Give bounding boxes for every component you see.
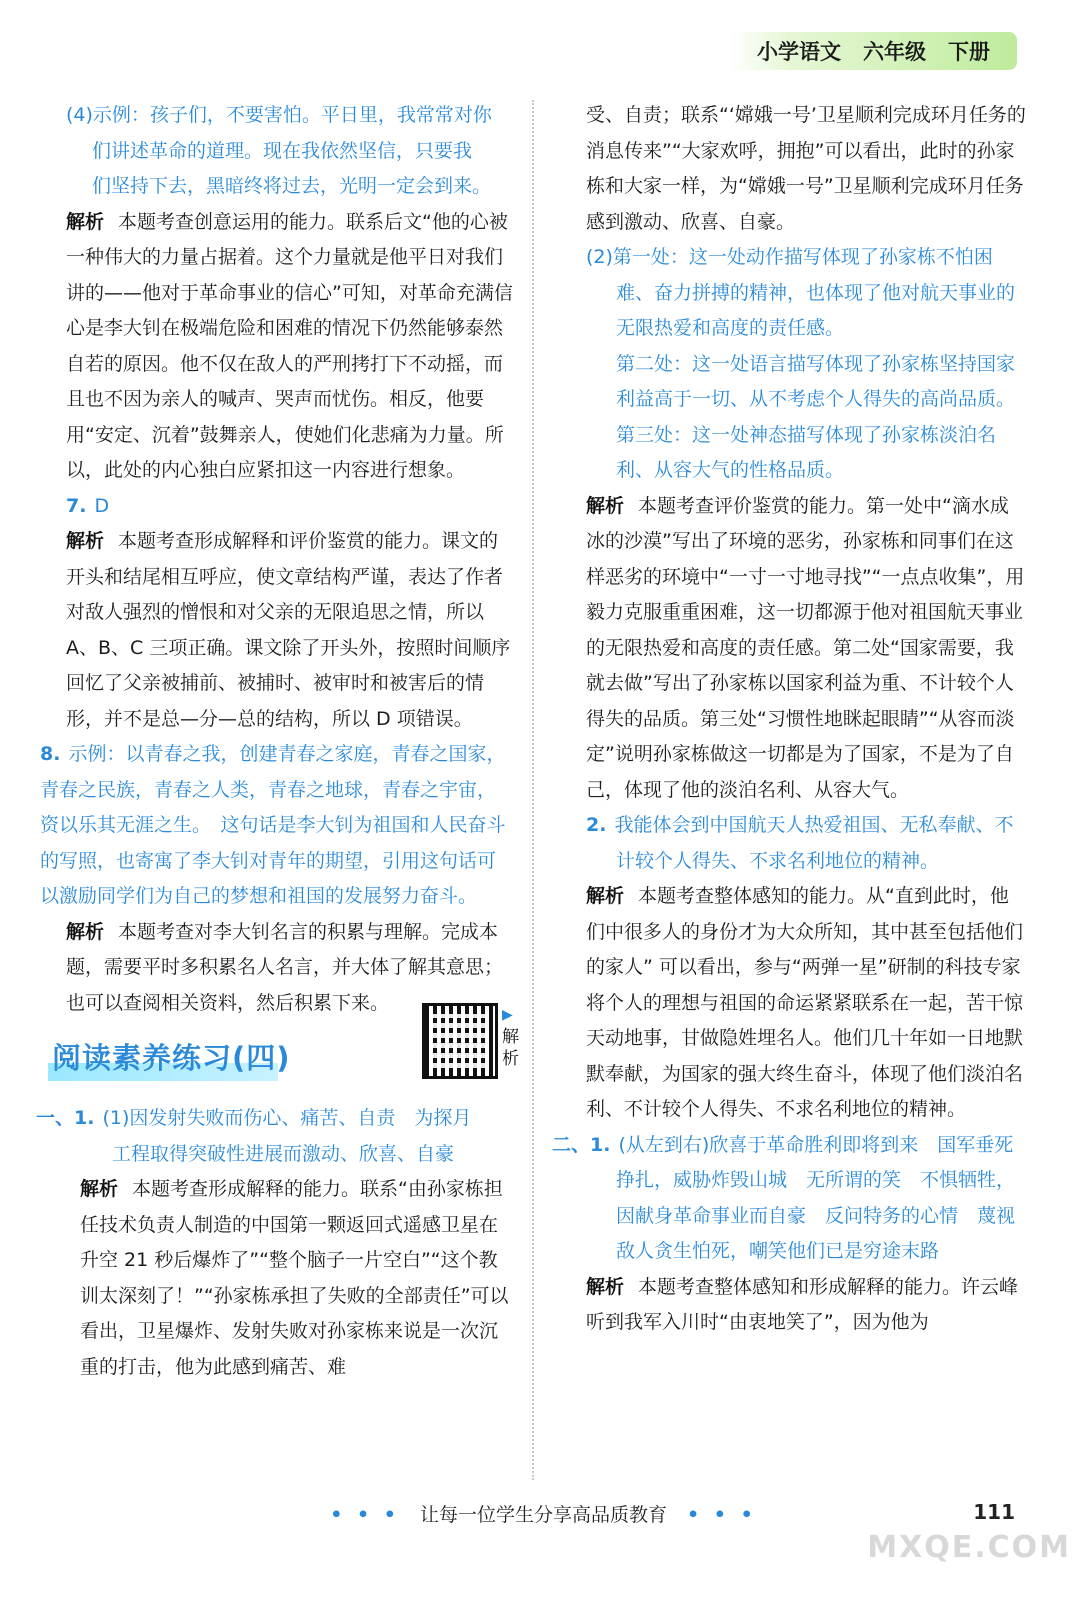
answer-text: 我能体会到中国航天人热爱祖国、无私奉献、不计较个人得失、不求名利地位的精神。 [614, 814, 1014, 872]
header-subject: 小学语文 [757, 40, 841, 64]
left-column [36, 98, 519, 1385]
section-title-block [48, 1007, 519, 1091]
q7-analysis [66, 524, 514, 737]
qr-code-icon[interactable] [422, 1003, 498, 1079]
analysis-text: 本题考查对李大钊名言的积累与理解。完成本题，需要平时多积累名人名言，并大体了解其意思；也可以查阅相关资料，然后积累下来。 [66, 920, 504, 1014]
answer-text: (从左到右)欣喜于革命胜利即将到来 国军垂死挣扎，威胁炸毁山城 无所谓的笑 不惧牺牲，因献身革命事业而自豪 反问特务的心情 蔑视敌人贪生怕死，嘲笑他们已是穷途末路 [616, 1133, 1016, 1262]
q2-answer-part: 第二处：这一处语言描写体现了孙家栋坚持国家利益高于一切、从不考虑个人得失的高尚品质。 [616, 352, 1016, 410]
q2-answer-part: 第三处：这一处神态描写体现了孙家栋淡泊名利、从容大气的性格品质。 [616, 423, 997, 481]
cont-analysis: 受、自责；联系“‘嫦娥一号’卫星顺利完成环月任务的消息传来”“大家欢呼，拥抱”可以看出，此时的孙家栋和大家一样，为“嫦娥一号”卫星顺利完成环月任务感到激动、欣喜、自豪。 [586, 104, 1026, 233]
s2-answer [552, 1128, 1026, 1270]
header-subject-tab [731, 32, 1017, 70]
analysis-label: 解析 [586, 1275, 625, 1298]
s1-answer [36, 1101, 514, 1172]
play-icon: ▶ [502, 1007, 513, 1023]
question-number: 二、1. [552, 1133, 611, 1156]
header-grade: 六年级 [863, 40, 926, 64]
q2-answer [586, 240, 1026, 489]
answer-line: (1)因发射失败而伤心、痛苦、自责 为探月 [102, 1107, 472, 1129]
q6-4-answer [66, 98, 514, 205]
analysis-text: 本题考查整体感知的能力。从“直到此时，他们中很多人的身份才为大众所知，其中甚至包括他们的家人” 可以看出，参与“两弹一星”研制的科技专家将个人的理想与祖国的命运紧紧联系在一起，苦干惊天动地事，甘做隐姓埋名人。他们几十年如一日地默默奉献，为国家的强大终生奋斗，体现了他们淡泊名利、不计较个人得失、不求名利地位的精神。 [586, 885, 1024, 1120]
analysis-text: 本题考查创意运用的能力。联系后文“他的心被一种伟大的力量占据着。这个力量就是他平日对我们讲的——他对于革命事业的信心”可知，对革命充满信心是李大钊在极端危险和困难的情况下仍然能够泰然自若的原因。他不仅在敌人的严刑拷打下不动摇，而且也不因为亲人的喊声、哭声而忧伤。相反，他要用“安定、沉着”鼓舞亲人，使她们化悲痛为力量。所以，此处的内心独白应紧扣这一内容进行想象。 [66, 210, 513, 481]
footer-dots: • • • [330, 1504, 400, 1526]
q6-4-answer-line: 们讲述革命的道理。现在我依然坚信，只要我 [92, 139, 473, 162]
analysis-label: 解析 [586, 885, 625, 907]
qr-label [502, 1003, 520, 1070]
q2b-analysis [586, 879, 1026, 1128]
analysis-label: 解析 [66, 210, 105, 233]
analysis-text: 本题考查评价鉴赏的能力。第一处中“滴水成冰的沙漠”写出了环境的恶劣，孙家栋和同事们在这样恶劣的环境中“一寸一寸地寻找”“一点点收集”，用毅力克服重重困难，这一切都源于他对祖国航天事业的无限热爱和高度的责任感。第二处“国家需要，我就去做”写出了孙家栋以国家利益为重、不计较个人得失的品质。第三处“习惯性地眯起眼睛”“从容而淡定”说明孙家栋做这一切都是为了国家，不是为了自己，体现了他的淡泊名利、从容大气。 [586, 494, 1025, 801]
question-number: 一、1. [36, 1107, 95, 1129]
question-number: 8. [40, 743, 61, 765]
analysis-text: 本题考查形成解释的能力。联系“由孙家栋担任技术负责人制造的中国第一颗返回式遥感卫星在升空 21 秒后爆炸了”“整个脑子一片空白”“这个教训太深刻了！”“孙家栋承担了失败的全部责任”可以看出，卫星爆炸、发射失败对孙家栋来说是一次沉重的打击，他为此感到痛苦、难 [80, 1178, 509, 1378]
q2-answer-part: (2)第一处：这一处动作描写体现了孙家栋不怕困难、奋力拼搏的精神，也体现了他对航天事业的无限热爱和高度的责任感。 [586, 246, 1016, 339]
q7-answer [66, 489, 514, 525]
footer-slogan-text: 让每一位学生分享高品质教育 [419, 1504, 667, 1526]
q2b-answer [586, 808, 1026, 879]
column-divider [532, 100, 534, 1480]
s2-analysis [586, 1270, 1026, 1341]
section-title: 阅读素养练习(四) [52, 1041, 291, 1075]
watermark: MXQE.COM [867, 1530, 1071, 1565]
s1-analysis [80, 1172, 514, 1385]
q8-answer [40, 737, 514, 915]
answer-text: 示例：以青春之我，创建青春之家庭，青春之国家，青春之民族，青春之人类，青春之地球，青春之宇宙，资以乐其无涯之生。 这句话是李大钊为祖国和人民奋斗的写照，也寄寓了李大钊对青年的期望，引用这句话可以激励同学们为自己的梦想和祖国的发展努力奋斗。 [40, 743, 506, 907]
qr-label-text: 解析 [502, 1027, 519, 1069]
analysis-label: 解析 [80, 1178, 119, 1200]
analysis-text: 本题考查形成解释和评价鉴赏的能力。课文的开头和结尾相互呼应，使文章结构严谨，表达了作者对敌人强烈的憎恨和对父亲的无限追思之情，所以 A、B、C 三项正确。课文除了开头外，按照时间顺序回忆了父亲被捕前、被捕时、被审时和被害后的情形，并不是总—分—总的结构，所以 D 项错误。 [66, 530, 511, 730]
question-number: 7. [66, 494, 87, 517]
right-column [552, 98, 1026, 1341]
answer-line: 工程取得突破性进展而激动、欣喜、自豪 [112, 1142, 455, 1165]
question-number: 2. [586, 814, 607, 836]
analysis-text: 本题考查整体感知和形成解释的能力。许云峰听到我军入川时“由衷地笑了”，因为他为 [586, 1275, 1019, 1333]
q6-4-analysis [66, 205, 514, 489]
footer-slogan [0, 1500, 1087, 1527]
header-volume: 下册 [948, 40, 990, 64]
page-number: 111 [973, 1500, 1015, 1524]
q6-4-answer-line: 们坚持下去，黑暗终将过去，光明一定会到来。 [92, 175, 492, 197]
analysis-label: 解析 [66, 920, 105, 943]
q6-4-answer-line: (4)示例：孩子们，不要害怕。平日里，我常常对你 [66, 104, 492, 126]
analysis-label: 解析 [586, 494, 625, 517]
analysis-label: 解析 [66, 530, 105, 552]
footer-dots: • • • [687, 1504, 757, 1526]
q2-analysis [586, 489, 1026, 809]
answer-text: D [94, 494, 110, 517]
